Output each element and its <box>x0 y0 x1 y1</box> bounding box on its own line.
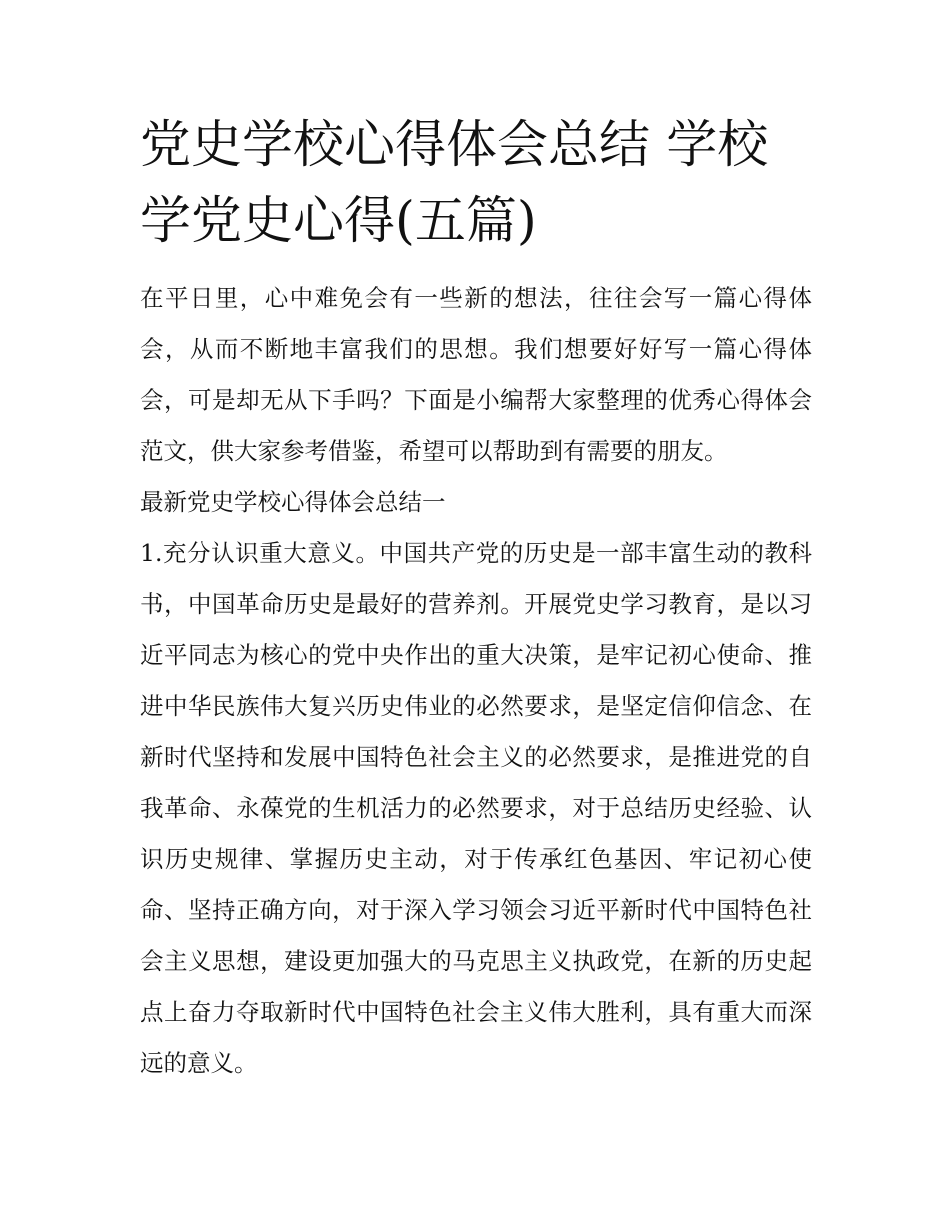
document-body <box>140 108 812 1089</box>
section-paragraph: 1.充分认识重大意义。中国共产党的历史是一部丰富生动的教科书，中国革命历史是最好的营养剂。开展党史学习教育，是以习近平同志为核心的党中央作出的重大决策，是牢记初心使命、推进中华民族伟大复兴历史伟业的必然要求，是坚定信仰信念、在新时代坚持和发展中国特色社会主义的必然要求，是推进党的自我革命、永葆党的生机活力的必然要求，对于总结历史经验、认识历史规律、掌握历史主动，对于传承红色基因、牢记初心使命、坚持正确方向，对于深入学习领会习近平新时代中国特色社会主义思想，建设更加强大的马克思主义执政党，在新的历史起点上奋力夺取新时代中国特色社会主义伟大胜利，具有重大而深远的意义。 <box>140 539 812 1077</box>
document-title: 党史学校心得体会总结 学校学党史心得(五篇) <box>140 116 769 251</box>
intro-paragraph: 在平日里，心中难免会有一些新的想法，往往会写一篇心得体会，从而不断地丰富我们的思想。我们想要好好写一篇心得体会，可是却无从下手吗？下面是小编帮大家整理的优秀心得体会范文，供大家参考借鉴，希望可以帮助到有需要的朋友。 <box>140 284 812 465</box>
section-heading: 最新党史学校心得体会总结一 <box>140 488 446 516</box>
